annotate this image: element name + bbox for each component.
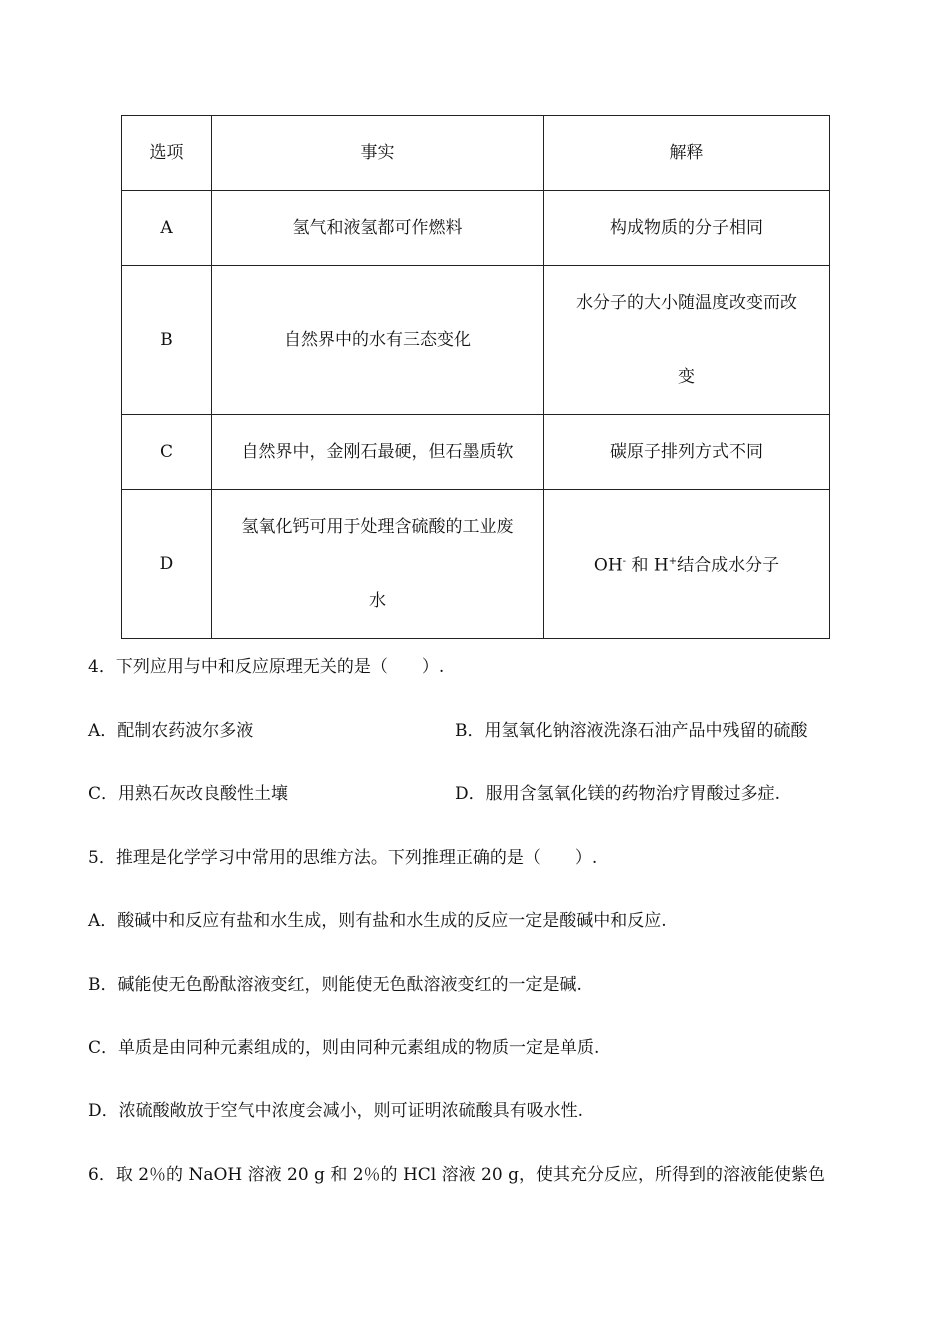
row-explanation: 碳原子排列方式不同 bbox=[544, 415, 830, 490]
q4-option-a: A．配制农药波尔多液 bbox=[88, 721, 254, 741]
row-fact: 自然界中的水有三态变化 bbox=[212, 266, 544, 415]
explanation-line-2: 变 bbox=[678, 367, 695, 387]
q5-option-c: C．单质是由同种元素组成的，则由同种元素组成的物质一定是单质. bbox=[88, 1038, 600, 1058]
q4-option-b: B．用氢氧化钠溶液洗涤石油产品中残留的硫酸 bbox=[455, 721, 808, 741]
row-explanation bbox=[544, 490, 830, 639]
row-option: A bbox=[122, 191, 212, 266]
row-fact: 自然界中，金刚石最硬，但石墨质软 bbox=[212, 415, 544, 490]
fact-line-2: 水 bbox=[369, 591, 386, 611]
hydroxide-formula: OH bbox=[593, 555, 623, 576]
q5-option-b: B．碱能使无色酚酞溶液变红，则能使无色酞溶液变红的一定是碱. bbox=[88, 975, 582, 995]
q4-option-c: C．用熟石灰改良酸性土壤 bbox=[88, 784, 289, 804]
explanation-line-1: 水分子的大小随温度改变而改 bbox=[576, 293, 797, 313]
row-fact: 氢气和液氢都可作燃料 bbox=[212, 191, 544, 266]
question-table bbox=[121, 115, 830, 639]
row-fact bbox=[212, 490, 544, 639]
table-row bbox=[122, 415, 830, 490]
table-row bbox=[122, 490, 830, 639]
table-row bbox=[122, 191, 830, 266]
table-row bbox=[122, 266, 830, 415]
header-fact: 事实 bbox=[212, 116, 544, 191]
q5-option-d: D．浓硫酸敞放于空气中浓度会减小，则可证明浓硫酸具有吸水性. bbox=[88, 1101, 584, 1121]
row-option: B bbox=[122, 266, 212, 415]
row-explanation bbox=[544, 266, 830, 415]
question-5-stem: 5．推理是化学学习中常用的思维方法。下列推理正确的是（ ）. bbox=[88, 848, 598, 868]
row-explanation: 构成物质的分子相同 bbox=[544, 191, 830, 266]
q4-option-d: D．服用含氢氧化镁的药物治疗胃酸过多症. bbox=[455, 784, 781, 804]
row-option: C bbox=[122, 415, 212, 490]
hydrogen-formula: 和 H bbox=[626, 555, 669, 576]
fact-line-1: 氢氧化钙可用于处理含硫酸的工业废 bbox=[241, 517, 514, 537]
header-option: 选项 bbox=[122, 116, 212, 191]
row-option: D bbox=[122, 490, 212, 639]
question-6-stem: 6．取 2％的 NaOH 溶液 20 g 和 2％的 HCl 溶液 20 g，使其充分反应，所得到的溶液能使紫色 bbox=[88, 1165, 825, 1185]
question-4-stem: 4．下列应用与中和反应原理无关的是（ ）. bbox=[88, 657, 445, 677]
header-explanation: 解释 bbox=[544, 116, 830, 191]
q5-option-a: A．酸碱中和反应有盐和水生成，则有盐和水生成的反应一定是酸碱中和反应. bbox=[88, 911, 667, 931]
charge-superscript: - bbox=[622, 556, 627, 568]
table-header-row bbox=[122, 116, 830, 191]
charge-superscript: + bbox=[668, 556, 678, 568]
explanation-text: 结合成水分子 bbox=[677, 555, 780, 576]
